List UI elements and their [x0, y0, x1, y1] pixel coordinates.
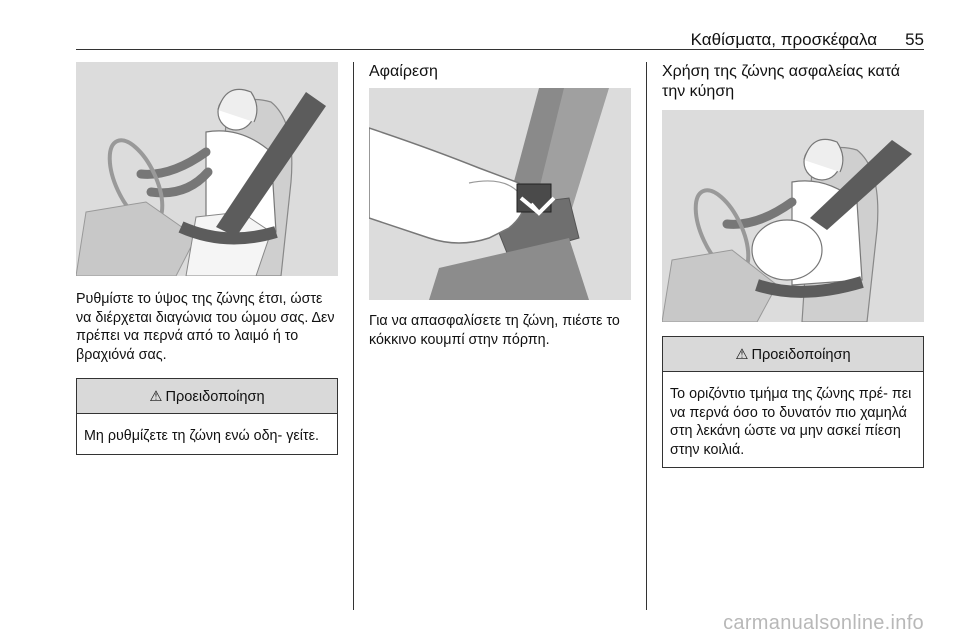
column-divider	[646, 62, 647, 610]
instruction-text: Για να απασφαλίσετε τη ζώνη, πιέστε το κόκκινο κουμπί στην πόρπη.	[369, 313, 620, 348]
column-3	[662, 62, 924, 468]
buckle-release-illustration	[369, 88, 631, 300]
header-rule	[76, 49, 924, 50]
page-header	[76, 30, 924, 50]
instruction-text: Ρυθμίστε το ύψος της ζώνης έτσι, ώστε να διέρχεται διαγώνια του ώμου σας. Δεν πρέπει να περνά από το λαιμό ή το βραχιόνά σας.	[76, 291, 335, 363]
warning-triangle-icon: ⚠	[149, 389, 163, 405]
warning-title: Προειδοποίηση	[165, 389, 265, 405]
section-heading: Χρήση της ζώνης ασφαλείας κατά την κύηση	[662, 63, 901, 100]
warning-box	[662, 336, 924, 468]
pregnancy-seatbelt-illustration	[662, 110, 924, 322]
column-divider	[353, 62, 354, 610]
warning-text: Μη ρυθμίζετε τη ζώνη ενώ οδη- γείτε.	[84, 428, 319, 444]
page-number: 55	[905, 30, 924, 49]
seatbelt-adjust-illustration	[76, 62, 338, 276]
warning-header	[663, 337, 923, 372]
column-1	[76, 62, 338, 455]
watermark: carmanualsonline.info	[723, 612, 924, 634]
warning-text: Το οριζόντιο τμήμα της ζώνης πρέ- πει να περνά όσο το δυνατόν πιο χαμηλά στη λεκάνη ώστε να μην ασκεί πίεση στην κοιλιά.	[670, 386, 912, 458]
warning-triangle-icon: ⚠	[735, 347, 749, 363]
warning-box	[76, 378, 338, 455]
column-2	[369, 62, 631, 349]
section-heading: Αφαίρεση	[369, 63, 438, 80]
section-title: Καθίσματα, προσκέφαλα	[690, 30, 878, 49]
warning-header	[77, 379, 337, 414]
warning-title: Προειδοποίηση	[751, 347, 851, 363]
